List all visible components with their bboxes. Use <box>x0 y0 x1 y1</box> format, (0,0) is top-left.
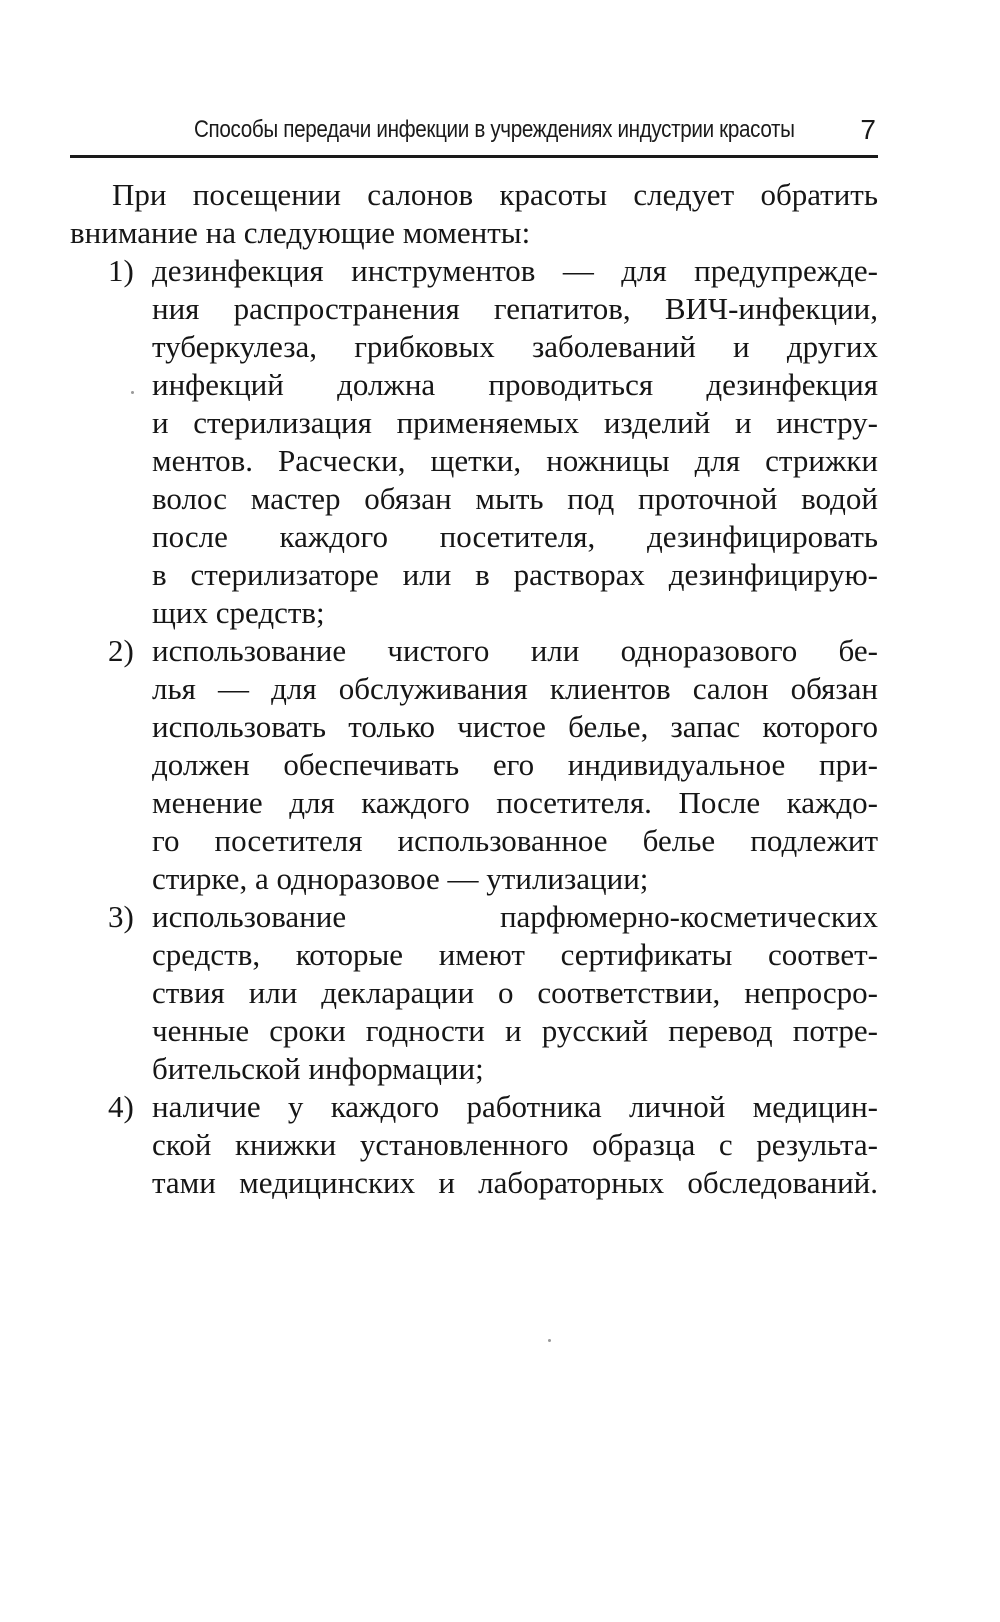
running-title: Способы передачи инфекции в учреждениях индустрии красоты <box>194 116 795 143</box>
running-header <box>70 112 878 158</box>
text-line: тами медицинских и лабораторных обследований. <box>152 1165 878 1200</box>
text-line: туберкулеза, грибковых заболеваний и других <box>152 329 878 364</box>
intro-paragraph <box>70 176 878 252</box>
body-text <box>70 176 878 1202</box>
text-line: наличие у каждого работника личной медицин- <box>152 1089 878 1124</box>
text-line: и стерилизация применяемых изделий и инстру- <box>152 405 878 440</box>
list-item <box>70 252 878 632</box>
list-item-number: 2) <box>108 633 134 668</box>
text-line: волос мастер обязан мыть под проточной водой <box>152 481 878 516</box>
text-line: ния распространения гепатитов, ВИЧ-инфекции, <box>152 291 878 326</box>
paper-speck <box>548 1339 551 1342</box>
list-item-number: 3) <box>108 899 134 934</box>
text-line: использовать только чистое белье, запас которого <box>152 709 878 744</box>
text-line: ченные сроки годности и русский перевод потре- <box>152 1013 878 1048</box>
text-line: после каждого посетителя, дезинфицировать <box>152 519 878 554</box>
text-line: лья — для обслуживания клиентов салон обязан <box>152 671 878 706</box>
numbered-list <box>70 252 878 1202</box>
list-item-number: 4) <box>108 1089 134 1124</box>
list-item <box>70 632 878 898</box>
text-line: менение для каждого посетителя. После каждо- <box>152 785 878 820</box>
text-line: использование парфюмерно-косметических <box>152 899 878 934</box>
list-item-number: 1) <box>108 253 134 288</box>
text-line: использование чистого или одноразового бе- <box>152 633 878 668</box>
list-item <box>70 898 878 1088</box>
text-line: стирке, а одноразовое — утилизации; <box>152 861 649 896</box>
page-number: 7 <box>860 114 876 145</box>
list-item <box>70 1088 878 1202</box>
text-line: должен обеспечивать его индивидуальное при- <box>152 747 878 782</box>
text-line: ской книжки установленного образца с результа- <box>152 1127 878 1162</box>
text-line: дезинфекция инструментов — для предупрежде- <box>152 253 878 288</box>
text-line: в стерилизаторе или в растворах дезинфицирую- <box>152 557 878 592</box>
text-line: ментов. Расчески, щетки, ножницы для стрижки <box>152 443 878 478</box>
text-line: внимание на следующие моменты: <box>70 215 531 250</box>
text-line: инфекций должна проводиться дезинфекция <box>152 367 878 402</box>
paper-speck <box>131 391 134 394</box>
text-line: ствия или декларации о соответствии, непросро- <box>152 975 878 1010</box>
text-line: го посетителя использованное белье подлежит <box>152 823 878 858</box>
text-line: средств, которые имеют сертификаты соответ- <box>152 937 878 972</box>
text-line: щих средств; <box>152 595 325 630</box>
text-line: При посещении салонов красоты следует обратить <box>112 177 878 212</box>
text-line: бительской информации; <box>152 1051 484 1086</box>
